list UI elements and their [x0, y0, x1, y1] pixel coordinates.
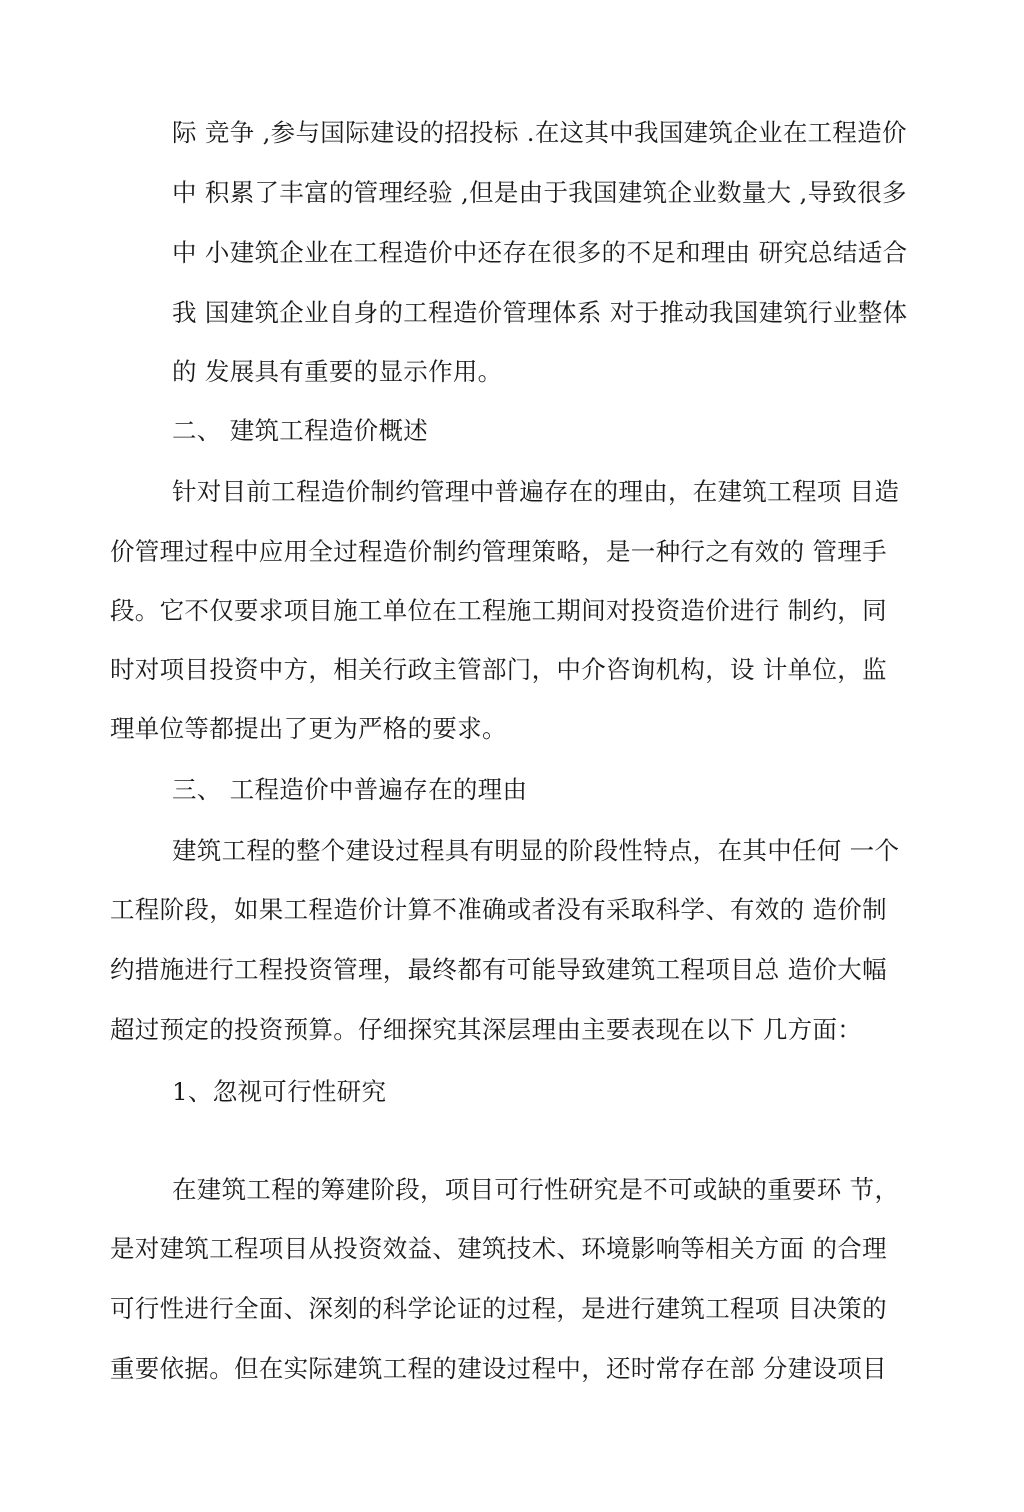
text-line: 是对建筑工程项目从投资效益、建筑技术、环境影响等相关方面 的合理: [110, 1234, 887, 1263]
text-line: 我 国建筑企业自身的工程造价管理体系 对于推动我国建筑行业整体: [172, 298, 908, 327]
text-line: 的 发展具有重要的显示作用。: [172, 357, 503, 386]
text-line: 在建筑工程的筹建阶段，项目可行性研究是不可或缺的重要环 节，: [172, 1175, 900, 1204]
subsection-heading: 1、忽视可行性研究: [172, 1077, 387, 1106]
text-line: 价管理过程中应用全过程造价制约管理策略，是一种行之有效的 管理手: [110, 537, 887, 566]
text-line: 超过预定的投资预算。仔细探究其深层理由主要表现在以下 几方面：: [110, 1015, 863, 1044]
section-heading: 三、 工程造价中普遍存在的理由: [172, 775, 528, 804]
text-line: 可行性进行全面、深刻的科学论证的过程，是进行建筑工程项 目决策的: [110, 1294, 887, 1323]
text-line: 中 积累了丰富的管理经验 ,但是由于我国建筑企业数量大 ,导致很多: [172, 178, 907, 207]
text-line: 工程阶段，如果工程造价计算不准确或者没有采取科学、有效的 造价制: [110, 895, 887, 924]
text-line: 段。它不仅要求项目施工单位在工程施工期间对投资造价进行 制约，同: [110, 596, 887, 625]
text-line: 建筑工程的整个建设过程具有明显的阶段性特点，在其中任何 一个: [172, 836, 900, 865]
section-heading: 二、 建筑工程造价概述: [172, 416, 429, 445]
text-line: 约措施进行工程投资管理，最终都有可能导致建筑工程项目总 造价大幅: [110, 955, 887, 984]
text-line: 中 小建筑企业在工程造价中还存在很多的不足和理由 研究总结适合: [172, 238, 908, 267]
text-line: 理单位等都提出了更为严格的要求。: [110, 714, 507, 743]
text-line: 针对目前工程造价制约管理中普遍存在的理由，在建筑工程项 目造: [172, 477, 900, 506]
text-line: 重要依据。但在实际建筑工程的建设过程中，还时常存在部 分建设项目: [110, 1354, 887, 1383]
text-line: 时对项目投资中方，相关行政主管部门，中介咨询机构，设 计单位，监: [110, 655, 887, 684]
text-line: 际 竞争 ,参与国际建设的招投标 .在这其中我国建筑企业在工程造价: [172, 118, 907, 147]
